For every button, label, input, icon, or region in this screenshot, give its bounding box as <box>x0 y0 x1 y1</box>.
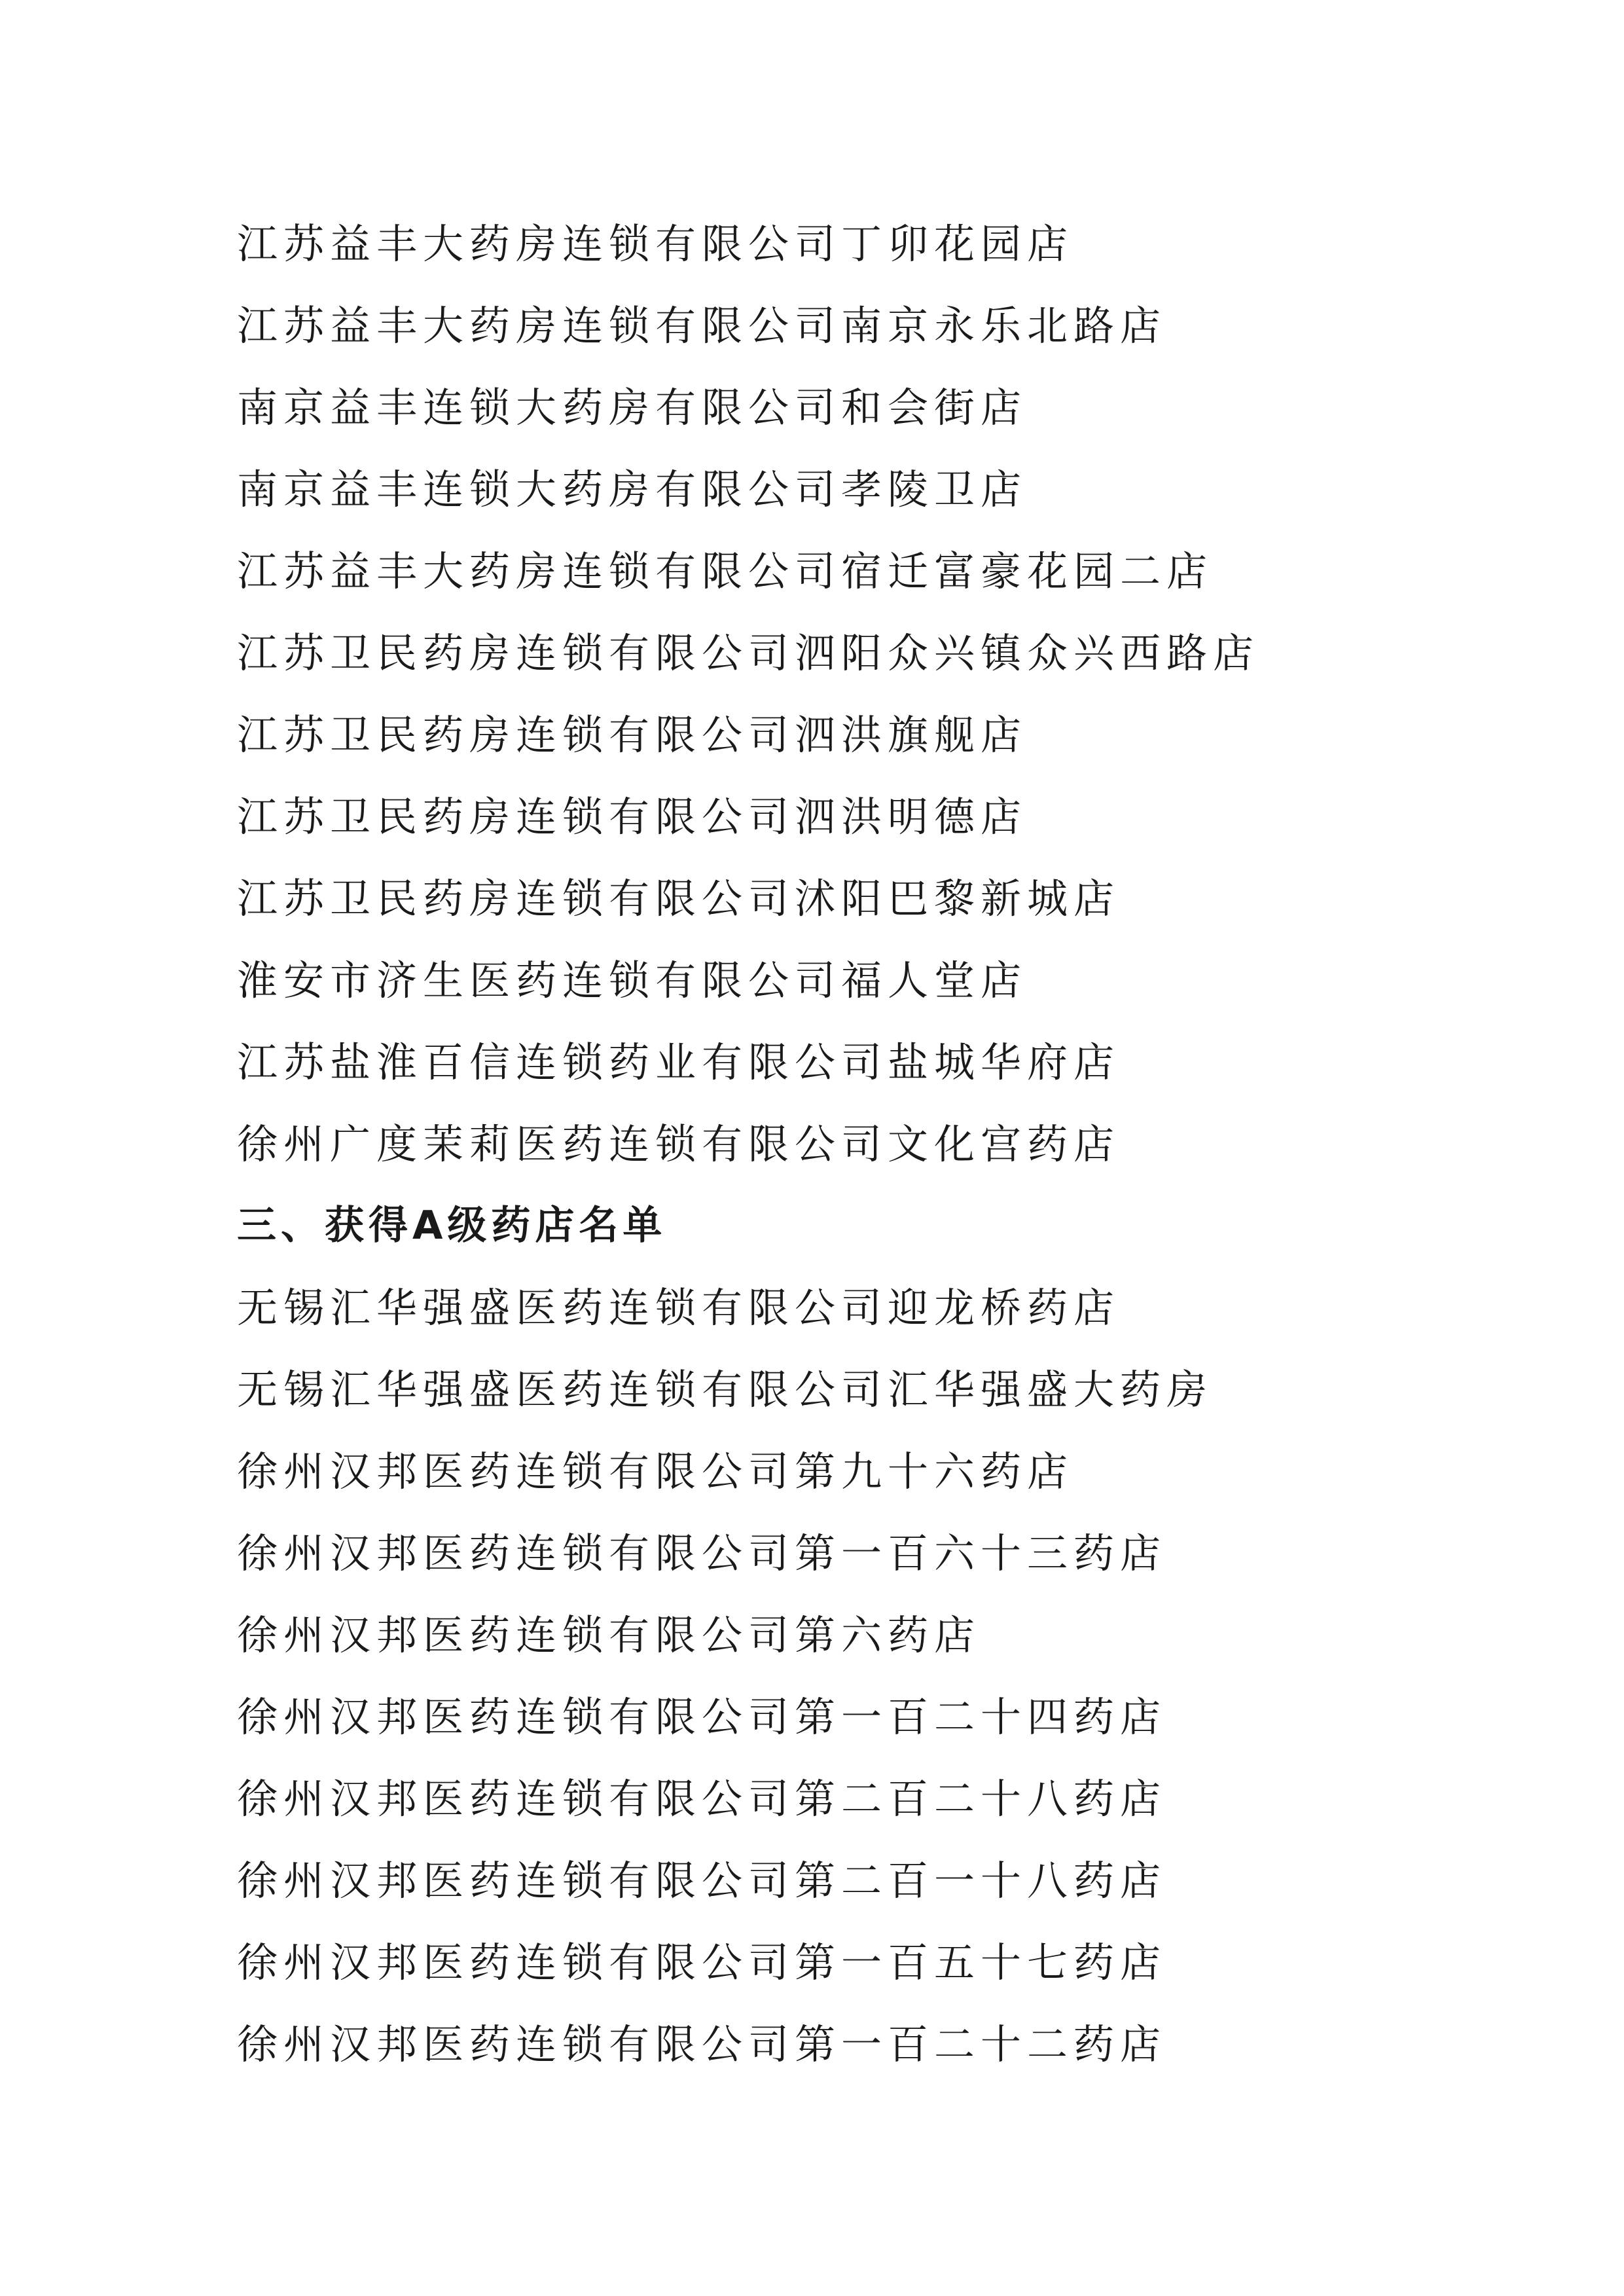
list-item: 江苏卫民药房连锁有限公司沭阳巴黎新城店 <box>237 875 1121 922</box>
list-item: 江苏卫民药房连锁有限公司泗洪明德店 <box>237 793 1028 841</box>
list-item: 淮安市济生医药连锁有限公司福人堂店 <box>237 957 1028 1004</box>
list-item: 江苏益丰大药房连锁有限公司南京永乐北路店 <box>237 302 1167 350</box>
list-item: 徐州汉邦医药连锁有限公司第二百一十八药店 <box>237 1857 1167 1904</box>
list-item: 徐州汉邦医药连锁有限公司第二百二十八药店 <box>237 1775 1167 1823</box>
list-item: 无锡汇华强盛医药连锁有限公司汇华强盛大药房 <box>237 1366 1214 1413</box>
section-heading: 三、获得A级药店名单 <box>237 1203 667 1248</box>
list-item: 徐州汉邦医药连锁有限公司第一百六十三药店 <box>237 1529 1167 1577</box>
list-item: 南京益丰连锁大药房有限公司和会街店 <box>237 384 1028 431</box>
list-item: 徐州汉邦医药连锁有限公司第一百二十四药店 <box>237 1693 1167 1741</box>
list-item: 徐州汉邦医药连锁有限公司第九十六药店 <box>237 1448 1074 1495</box>
list-item: 江苏益丰大药房连锁有限公司丁卯花园店 <box>237 220 1074 268</box>
list-item: 徐州汉邦医药连锁有限公司第一百二十二药店 <box>237 2020 1167 2068</box>
pharmacy-list <box>237 203 1546 2085</box>
list-item: 南京益丰连锁大药房有限公司孝陵卫店 <box>237 465 1028 513</box>
list-item: 江苏益丰大药房连锁有限公司宿迁富豪花园二店 <box>237 547 1214 595</box>
list-item: 徐州汉邦医药连锁有限公司第一百五十七药店 <box>237 1939 1167 1986</box>
list-item: 江苏盐淮百信连锁药业有限公司盐城华府店 <box>237 1038 1121 1086</box>
list-item: 江苏卫民药房连锁有限公司泗洪旗舰店 <box>237 711 1028 759</box>
list-item: 徐州汉邦医药连锁有限公司第六药店 <box>237 1611 981 1659</box>
list-item: 江苏卫民药房连锁有限公司泗阳众兴镇众兴西路店 <box>237 629 1260 677</box>
list-item: 无锡汇华强盛医药连锁有限公司迎龙桥药店 <box>237 1284 1121 1332</box>
list-item: 徐州广度茉莉医药连锁有限公司文化宫药店 <box>237 1120 1121 1168</box>
